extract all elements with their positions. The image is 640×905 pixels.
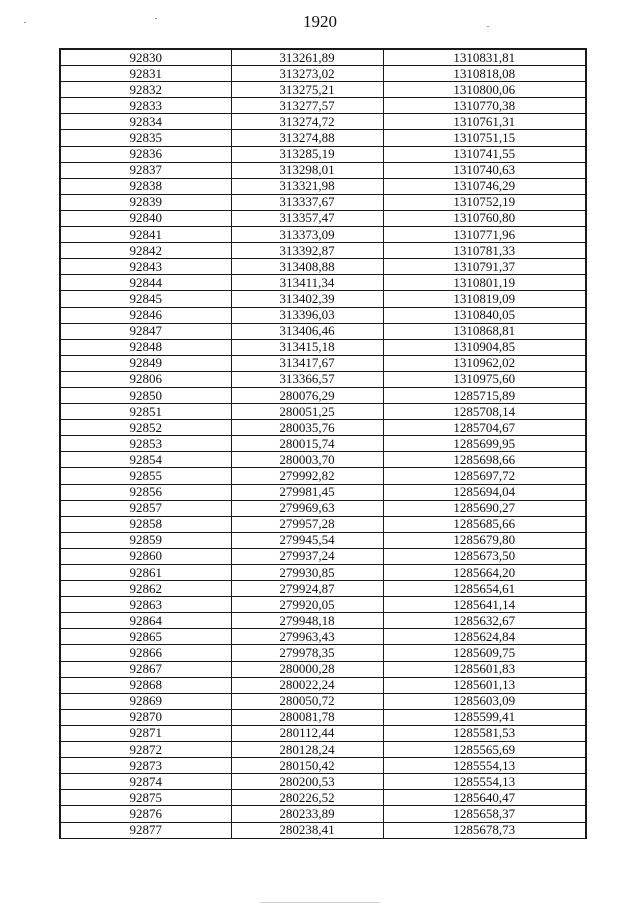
point-number-cell: 92871 bbox=[60, 725, 231, 741]
y-coordinate-cell: 1310975,60 bbox=[383, 371, 586, 387]
table-row bbox=[60, 532, 586, 548]
table-row bbox=[60, 548, 586, 564]
y-coordinate-cell: 1310770,38 bbox=[383, 98, 586, 114]
x-coordinate-cell: 280238,41 bbox=[231, 822, 383, 838]
x-coordinate-cell: 279948,18 bbox=[231, 613, 383, 629]
point-number-cell: 92848 bbox=[60, 339, 231, 355]
y-coordinate-cell: 1310962,02 bbox=[383, 355, 586, 371]
point-number-cell: 92856 bbox=[60, 484, 231, 500]
y-coordinate-cell: 1285664,20 bbox=[383, 565, 586, 581]
point-number-cell: 92875 bbox=[60, 790, 231, 806]
table-row bbox=[60, 822, 586, 838]
y-coordinate-cell: 1310801,19 bbox=[383, 275, 586, 291]
point-number-cell: 92831 bbox=[60, 66, 231, 82]
point-number-cell: 92833 bbox=[60, 98, 231, 114]
y-coordinate-cell: 1310904,85 bbox=[383, 339, 586, 355]
x-coordinate-cell: 279924,87 bbox=[231, 581, 383, 597]
point-number-cell: 92830 bbox=[60, 49, 231, 66]
table-row bbox=[60, 82, 586, 98]
x-coordinate-cell: 313392,87 bbox=[231, 243, 383, 259]
y-coordinate-cell: 1285601,13 bbox=[383, 677, 586, 693]
point-number-cell: 92839 bbox=[60, 194, 231, 210]
x-coordinate-cell: 313277,57 bbox=[231, 98, 383, 114]
point-number-cell: 92858 bbox=[60, 516, 231, 532]
x-coordinate-cell: 280000,28 bbox=[231, 661, 383, 677]
point-number-cell: 92868 bbox=[60, 677, 231, 693]
y-coordinate-cell: 1285690,27 bbox=[383, 500, 586, 516]
table-row bbox=[60, 404, 586, 420]
x-coordinate-cell: 280076,29 bbox=[231, 387, 383, 403]
point-number-cell: 92842 bbox=[60, 243, 231, 259]
y-coordinate-cell: 1285673,50 bbox=[383, 548, 586, 564]
point-number-cell: 92877 bbox=[60, 822, 231, 838]
table-row bbox=[60, 597, 586, 613]
x-coordinate-cell: 280150,42 bbox=[231, 758, 383, 774]
x-coordinate-cell: 279978,35 bbox=[231, 645, 383, 661]
table-row bbox=[60, 774, 586, 790]
table-row bbox=[60, 436, 586, 452]
point-number-cell: 92847 bbox=[60, 323, 231, 339]
point-number-cell: 92836 bbox=[60, 146, 231, 162]
point-number-cell: 92855 bbox=[60, 468, 231, 484]
x-coordinate-cell: 280015,74 bbox=[231, 436, 383, 452]
point-number-cell: 92866 bbox=[60, 645, 231, 661]
table-row bbox=[60, 66, 586, 82]
coordinates-table bbox=[59, 48, 587, 839]
point-number-cell: 92837 bbox=[60, 162, 231, 178]
y-coordinate-cell: 1285609,75 bbox=[383, 645, 586, 661]
y-coordinate-cell: 1310760,80 bbox=[383, 210, 586, 226]
point-number-cell: 92851 bbox=[60, 404, 231, 420]
point-number-cell: 92867 bbox=[60, 661, 231, 677]
table-row bbox=[60, 339, 586, 355]
x-coordinate-cell: 313274,88 bbox=[231, 130, 383, 146]
y-coordinate-cell: 1310831,81 bbox=[383, 49, 586, 66]
y-coordinate-cell: 1310746,29 bbox=[383, 178, 586, 194]
y-coordinate-cell: 1310818,08 bbox=[383, 66, 586, 82]
x-coordinate-cell: 280081,78 bbox=[231, 709, 383, 725]
table-row bbox=[60, 371, 586, 387]
y-coordinate-cell: 1285658,37 bbox=[383, 806, 586, 822]
x-coordinate-cell: 280112,44 bbox=[231, 725, 383, 741]
point-number-cell: 92843 bbox=[60, 259, 231, 275]
y-coordinate-cell: 1285624,84 bbox=[383, 629, 586, 645]
x-coordinate-cell: 313406,46 bbox=[231, 323, 383, 339]
point-number-cell: 92854 bbox=[60, 452, 231, 468]
y-coordinate-cell: 1310800,06 bbox=[383, 82, 586, 98]
y-coordinate-cell: 1285697,72 bbox=[383, 468, 586, 484]
point-number-cell: 92865 bbox=[60, 629, 231, 645]
point-number-cell: 92849 bbox=[60, 355, 231, 371]
x-coordinate-cell: 313415,18 bbox=[231, 339, 383, 355]
point-number-cell: 92834 bbox=[60, 114, 231, 130]
y-coordinate-cell: 1285704,67 bbox=[383, 420, 586, 436]
y-coordinate-cell: 1285699,95 bbox=[383, 436, 586, 452]
x-coordinate-cell: 279930,85 bbox=[231, 565, 383, 581]
table-row bbox=[60, 806, 586, 822]
point-number-cell: 92838 bbox=[60, 178, 231, 194]
table-row bbox=[60, 146, 586, 162]
y-coordinate-cell: 1285685,66 bbox=[383, 516, 586, 532]
point-number-cell: 92857 bbox=[60, 500, 231, 516]
y-coordinate-cell: 1285715,89 bbox=[383, 387, 586, 403]
table-row bbox=[60, 162, 586, 178]
x-coordinate-cell: 313357,47 bbox=[231, 210, 383, 226]
y-coordinate-cell: 1285679,80 bbox=[383, 532, 586, 548]
y-coordinate-cell: 1285678,73 bbox=[383, 822, 586, 838]
scan-speck bbox=[24, 22, 26, 23]
y-coordinate-cell: 1285565,69 bbox=[383, 742, 586, 758]
table-row bbox=[60, 355, 586, 371]
table-row bbox=[60, 790, 586, 806]
y-coordinate-cell: 1285581,53 bbox=[383, 725, 586, 741]
y-coordinate-cell: 1310741,55 bbox=[383, 146, 586, 162]
table-row bbox=[60, 98, 586, 114]
point-number-cell: 92864 bbox=[60, 613, 231, 629]
y-coordinate-cell: 1310771,96 bbox=[383, 227, 586, 243]
scan-speck bbox=[487, 26, 489, 27]
x-coordinate-cell: 280128,24 bbox=[231, 742, 383, 758]
point-number-cell: 92863 bbox=[60, 597, 231, 613]
x-coordinate-cell: 279937,24 bbox=[231, 548, 383, 564]
x-coordinate-cell: 313275,21 bbox=[231, 82, 383, 98]
y-coordinate-cell: 1285698,66 bbox=[383, 452, 586, 468]
y-coordinate-cell: 1285694,04 bbox=[383, 484, 586, 500]
table-row bbox=[60, 275, 586, 291]
point-number-cell: 92846 bbox=[60, 307, 231, 323]
y-coordinate-cell: 1310751,15 bbox=[383, 130, 586, 146]
x-coordinate-cell: 280233,89 bbox=[231, 806, 383, 822]
table-row bbox=[60, 291, 586, 307]
table-row bbox=[60, 661, 586, 677]
y-coordinate-cell: 1310740,63 bbox=[383, 162, 586, 178]
y-coordinate-cell: 1310752,19 bbox=[383, 194, 586, 210]
point-number-cell: 92832 bbox=[60, 82, 231, 98]
table-row bbox=[60, 742, 586, 758]
table-row bbox=[60, 307, 586, 323]
table-row bbox=[60, 227, 586, 243]
table-row bbox=[60, 243, 586, 259]
x-coordinate-cell: 313396,03 bbox=[231, 307, 383, 323]
table-row bbox=[60, 130, 586, 146]
table-row bbox=[60, 629, 586, 645]
x-coordinate-cell: 313337,67 bbox=[231, 194, 383, 210]
table-row bbox=[60, 725, 586, 741]
table-row bbox=[60, 500, 586, 516]
table-row bbox=[60, 645, 586, 661]
table-row bbox=[60, 468, 586, 484]
table-row bbox=[60, 259, 586, 275]
x-coordinate-cell: 279920,05 bbox=[231, 597, 383, 613]
y-coordinate-cell: 1285601,83 bbox=[383, 661, 586, 677]
x-coordinate-cell: 280051,25 bbox=[231, 404, 383, 420]
y-coordinate-cell: 1285554,13 bbox=[383, 758, 586, 774]
point-number-cell: 92853 bbox=[60, 436, 231, 452]
point-number-cell: 92859 bbox=[60, 532, 231, 548]
y-coordinate-cell: 1310781,33 bbox=[383, 243, 586, 259]
point-number-cell: 92861 bbox=[60, 565, 231, 581]
table-row bbox=[60, 613, 586, 629]
x-coordinate-cell: 280200,53 bbox=[231, 774, 383, 790]
point-number-cell: 92852 bbox=[60, 420, 231, 436]
x-coordinate-cell: 313373,09 bbox=[231, 227, 383, 243]
scan-edge-line bbox=[260, 902, 380, 903]
x-coordinate-cell: 280003,70 bbox=[231, 452, 383, 468]
table-row bbox=[60, 323, 586, 339]
point-number-cell: 92841 bbox=[60, 227, 231, 243]
point-number-cell: 92870 bbox=[60, 709, 231, 725]
x-coordinate-cell: 279981,45 bbox=[231, 484, 383, 500]
x-coordinate-cell: 279969,63 bbox=[231, 500, 383, 516]
point-number-cell: 92835 bbox=[60, 130, 231, 146]
point-number-cell: 92874 bbox=[60, 774, 231, 790]
table-row bbox=[60, 709, 586, 725]
x-coordinate-cell: 313321,98 bbox=[231, 178, 383, 194]
point-number-cell: 92850 bbox=[60, 387, 231, 403]
coordinates-table-body bbox=[60, 49, 586, 838]
x-coordinate-cell: 313298,01 bbox=[231, 162, 383, 178]
scan-speck bbox=[155, 18, 157, 19]
x-coordinate-cell: 313411,34 bbox=[231, 275, 383, 291]
x-coordinate-cell: 313273,02 bbox=[231, 66, 383, 82]
x-coordinate-cell: 280050,72 bbox=[231, 693, 383, 709]
table-row bbox=[60, 484, 586, 500]
point-number-cell: 92806 bbox=[60, 371, 231, 387]
y-coordinate-cell: 1310868,81 bbox=[383, 323, 586, 339]
y-coordinate-cell: 1285654,61 bbox=[383, 581, 586, 597]
x-coordinate-cell: 280022,24 bbox=[231, 677, 383, 693]
table-row bbox=[60, 452, 586, 468]
y-coordinate-cell: 1310791,37 bbox=[383, 259, 586, 275]
x-coordinate-cell: 313366,57 bbox=[231, 371, 383, 387]
x-coordinate-cell: 313408,88 bbox=[231, 259, 383, 275]
point-number-cell: 92869 bbox=[60, 693, 231, 709]
table-row bbox=[60, 565, 586, 581]
y-coordinate-cell: 1310840,05 bbox=[383, 307, 586, 323]
y-coordinate-cell: 1285708,14 bbox=[383, 404, 586, 420]
table-row bbox=[60, 210, 586, 226]
table-row bbox=[60, 114, 586, 130]
table-row bbox=[60, 49, 586, 66]
table-row bbox=[60, 693, 586, 709]
x-coordinate-cell: 313402,39 bbox=[231, 291, 383, 307]
table-row bbox=[60, 420, 586, 436]
table-row bbox=[60, 516, 586, 532]
point-number-cell: 92845 bbox=[60, 291, 231, 307]
table-row bbox=[60, 581, 586, 597]
table-row bbox=[60, 194, 586, 210]
point-number-cell: 92844 bbox=[60, 275, 231, 291]
x-coordinate-cell: 313261,89 bbox=[231, 49, 383, 66]
point-number-cell: 92860 bbox=[60, 548, 231, 564]
x-coordinate-cell: 279945,54 bbox=[231, 532, 383, 548]
x-coordinate-cell: 313274,72 bbox=[231, 114, 383, 130]
y-coordinate-cell: 1285599,41 bbox=[383, 709, 586, 725]
x-coordinate-cell: 280035,76 bbox=[231, 420, 383, 436]
x-coordinate-cell: 313417,67 bbox=[231, 355, 383, 371]
table-row bbox=[60, 758, 586, 774]
point-number-cell: 92862 bbox=[60, 581, 231, 597]
table-row bbox=[60, 677, 586, 693]
point-number-cell: 92876 bbox=[60, 806, 231, 822]
y-coordinate-cell: 1285632,67 bbox=[383, 613, 586, 629]
x-coordinate-cell: 279963,43 bbox=[231, 629, 383, 645]
y-coordinate-cell: 1285640,47 bbox=[383, 790, 586, 806]
y-coordinate-cell: 1285603,09 bbox=[383, 693, 586, 709]
y-coordinate-cell: 1310761,31 bbox=[383, 114, 586, 130]
point-number-cell: 92873 bbox=[60, 758, 231, 774]
point-number-cell: 92840 bbox=[60, 210, 231, 226]
x-coordinate-cell: 279957,28 bbox=[231, 516, 383, 532]
x-coordinate-cell: 313285,19 bbox=[231, 146, 383, 162]
y-coordinate-cell: 1310819,09 bbox=[383, 291, 586, 307]
x-coordinate-cell: 280226,52 bbox=[231, 790, 383, 806]
table-row bbox=[60, 178, 586, 194]
page-number: 1920 bbox=[303, 12, 337, 31]
y-coordinate-cell: 1285554,13 bbox=[383, 774, 586, 790]
table-row bbox=[60, 387, 586, 403]
y-coordinate-cell: 1285641,14 bbox=[383, 597, 586, 613]
point-number-cell: 92872 bbox=[60, 742, 231, 758]
x-coordinate-cell: 279992,82 bbox=[231, 468, 383, 484]
